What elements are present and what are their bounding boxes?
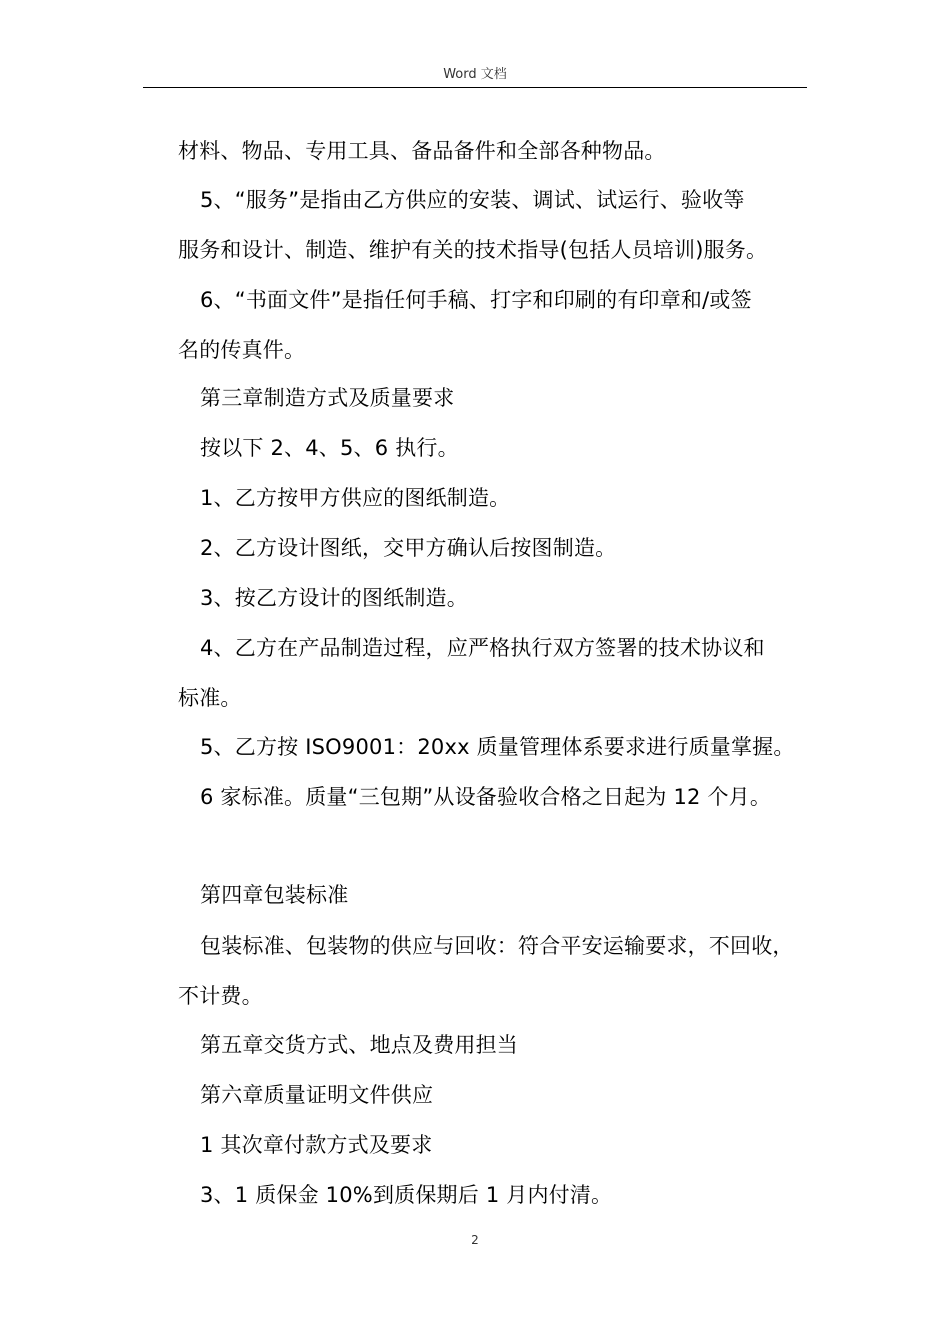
paragraph-line: 材料、物品、专用工具、备品备件和全部各种物品。 [178, 139, 666, 163]
paragraph-line: 服务和设计、制造、维护有关的技术指导(包括人员培训)服务。 [178, 238, 768, 262]
paragraph-line: 包装标准、包装物的供应与回收：符合平安运输要求，不回收， [200, 934, 794, 958]
list-item: 6 家标准。质量“三包期”从设备验收合格之日起为 12 个月。 [200, 785, 772, 809]
paragraph-line: 不计费。 [178, 984, 263, 1008]
section-heading: 1 其次章付款方式及要求 [200, 1133, 433, 1157]
list-item: 2、乙方设计图纸，交甲方确认后按图制造。 [200, 536, 617, 560]
paragraph-line: 按以下 2、4、5、6 执行。 [200, 436, 459, 460]
paragraph-line: 6、“书面文件”是指任何手稿、打字和印刷的有印章和/或签 [200, 288, 752, 312]
section-heading: 第六章质量证明文件供应 [200, 1083, 434, 1107]
header-divider [143, 87, 807, 88]
paragraph-line: 5、“服务”是指由乙方供应的安装、调试、试运行、验收等 [200, 188, 745, 212]
section-heading: 第三章制造方式及质量要求 [200, 386, 455, 410]
list-item: 1、乙方按甲方供应的图纸制造。 [200, 486, 511, 510]
list-item: 5、乙方按 ISO9001：20xx 质量管理体系要求进行质量掌握。 [200, 735, 795, 759]
paragraph-line: 3、1 质保金 10%到质保期后 1 月内付清。 [200, 1183, 613, 1207]
list-item: 3、按乙方设计的图纸制造。 [200, 586, 468, 610]
paragraph-line: 标准。 [178, 686, 242, 710]
paragraph-line: 名的传真件。 [178, 338, 306, 362]
page-header: Word 文档 [443, 67, 507, 82]
section-heading: 第五章交货方式、地点及费用担当 [200, 1033, 518, 1057]
page-number: 2 [471, 1233, 479, 1247]
list-item: 4、乙方在产品制造过程，应严格执行双方签署的技术协议和 [200, 636, 765, 660]
section-heading: 第四章包装标准 [200, 883, 349, 907]
